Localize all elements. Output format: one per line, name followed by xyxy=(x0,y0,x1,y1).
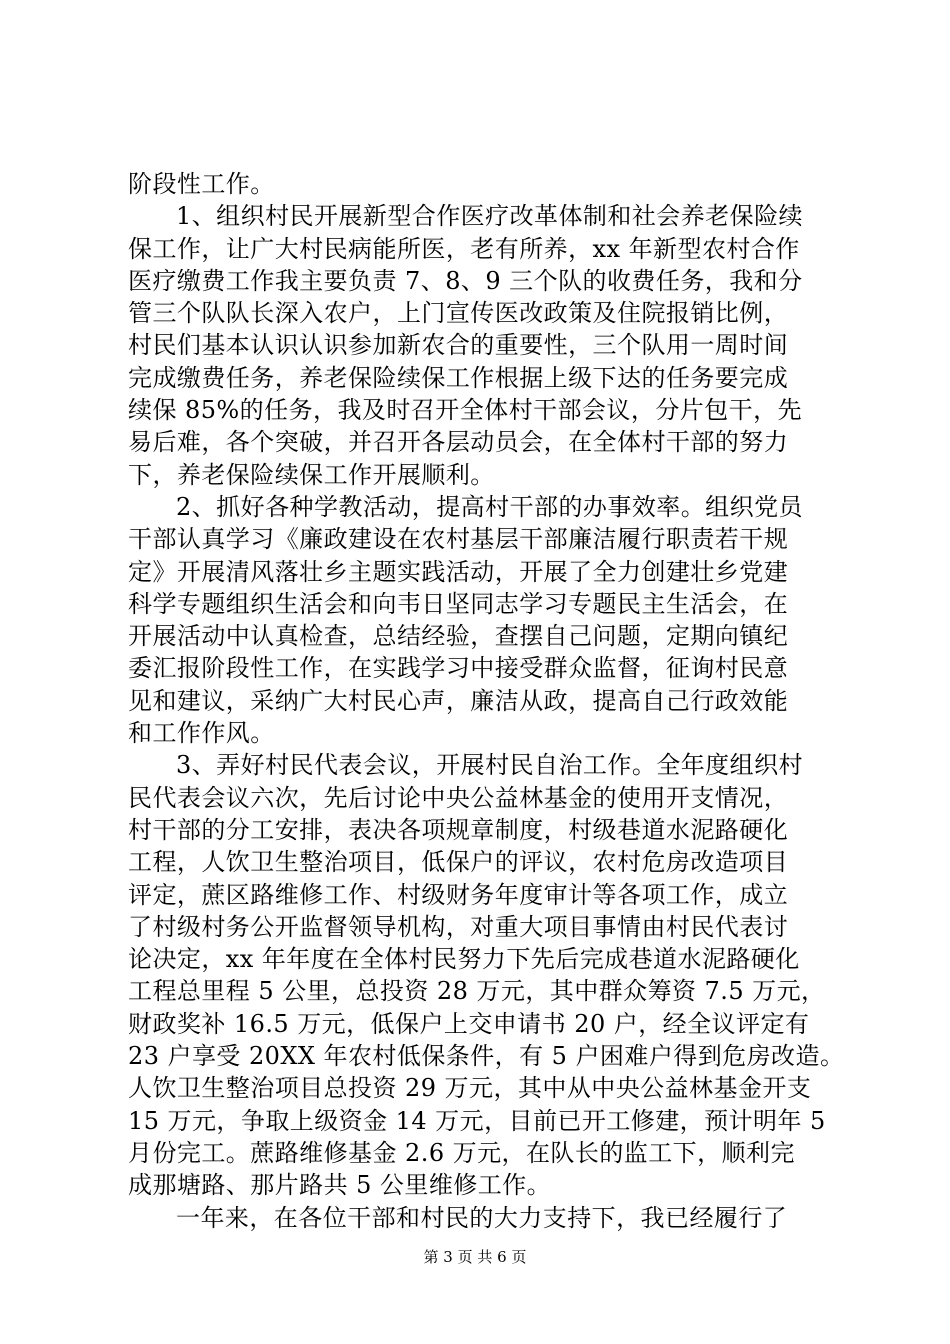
paragraph-4-start: 一年来，在各位干部和村民的大力支持下，我已经履行了 xyxy=(176,1203,788,1232)
text-line: 工程，人饮卫生整治项目，低保户的评议，农村危房改造项目 xyxy=(128,848,789,877)
text-line: 保工作，让广大村民病能所医，老有所养，xx 年新型农村合作 xyxy=(128,234,800,263)
text-line: 了村级村务公开监督领导机构，对重大项目事情由村民代表讨 xyxy=(128,912,789,941)
text-line: 村民们基本认识认识参加新农合的重要性，三个队用一周时间 xyxy=(128,331,789,360)
text-line: 阶段性工作。 xyxy=(128,170,275,198)
text-line: 和工作作风。 xyxy=(128,719,275,748)
text-line: 完成缴费任务，养老保险续保工作根据上级下达的任务要完成 xyxy=(128,363,789,392)
page-number-footer: 第 3 页 共 6 页 xyxy=(423,1248,527,1266)
text-line: 成那塘路、那片路共 5 公里维修工作。 xyxy=(128,1171,552,1200)
text-line: 财政奖补 16.5 万元，低保户上交申请书 20 户，经全议评定有 xyxy=(128,1009,810,1038)
text-line: 评定，蔗区路维修工作、村级财务年度审计等各项工作，成立 xyxy=(128,880,789,909)
text-line: 人饮卫生整治项目总投资 29 万元，其中从中央公益林基金开支 xyxy=(128,1074,812,1103)
paragraph-2-start: 2、抓好各种学教活动，提高村干部的办事效率。组织党员 xyxy=(176,492,803,521)
text-line: 干部认真学习《廉政建设在农村基层干部廉洁履行职责若干规 xyxy=(128,525,789,554)
text-line: 工程总里程 5 公里，总投资 28 万元，其中群众筹资 7.5 万元， xyxy=(128,977,826,1006)
text-line: 见和建议，采纳广大村民心声，廉洁从政，提高自己行政效能 xyxy=(128,686,789,715)
text-line: 科学专题组织生活会和向韦日坚同志学习专题民主生活会，在 xyxy=(128,589,789,618)
text-line: 易后难，各个突破，并召开各层动员会，在全体村干部的努力 xyxy=(128,428,789,457)
text-line: 下，养老保险续保工作开展顺利。 xyxy=(128,460,495,489)
text-line: 定》开展清风落壮乡主题实践活动，开展了全力创建壮乡党建 xyxy=(128,557,789,586)
text-line: 民代表会议六次，先后讨论中央公益林基金的使用开支情况， xyxy=(128,783,789,812)
paragraph-1-start: 1、组织村民开展新型合作医疗改革体制和社会养老保险续 xyxy=(176,202,803,231)
text-line: 委汇报阶段性工作，在实践学习中接受群众监督，征询村民意 xyxy=(128,654,789,683)
text-line: 23 户享受 20XX 年农村低保条件，有 5 户困难户得到危房改造。 xyxy=(128,1042,845,1071)
text-line: 论决定，xx 年年度在全体村民努力下先后完成巷道水泥路硬化 xyxy=(128,945,800,974)
text-line: 续保 85%的任务，我及时召开全体村干部会议，分片包干，先 xyxy=(128,396,803,425)
paragraph-3-start: 3、弄好村民代表会议，开展村民自治工作。全年度组织村 xyxy=(176,751,803,780)
text-line: 医疗缴费工作我主要负责 7、8、9 三个队的收费任务，我和分 xyxy=(128,266,803,295)
text-line: 15 万元，争取上级资金 14 万元，目前已开工修建，预计明年 5 xyxy=(128,1106,826,1135)
document-body xyxy=(128,168,845,1234)
text-line: 开展活动中认真检查，总结经验，查摆自己问题，定期向镇纪 xyxy=(128,622,789,651)
text-line: 村干部的分工安排，表决各项规章制度，村级巷道水泥路硬化 xyxy=(128,815,789,844)
text-line: 月份完工。蔗路维修基金 2.6 万元，在队长的监工下，顺利完 xyxy=(128,1138,795,1167)
text-line: 管三个队队长深入农户，上门宣传医改政策及住院报销比例， xyxy=(128,299,789,328)
